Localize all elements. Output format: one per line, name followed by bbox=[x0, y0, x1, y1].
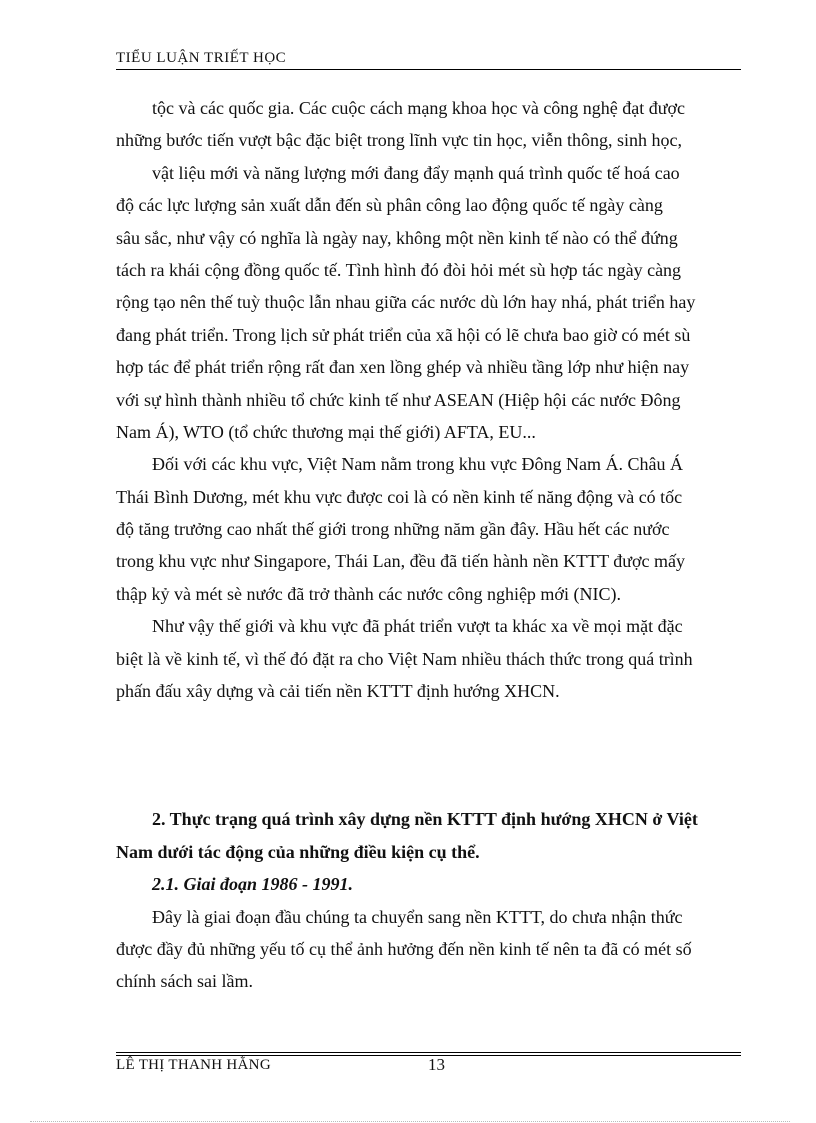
text-line: được đầy đủ những yếu tố cụ thể ảnh hưởng đến nền kinh tế nên ta đã có mét số bbox=[116, 938, 692, 959]
text-line: tộc và các quốc gia. Các cuộc cách mạng khoa học và công nghệ đạt được bbox=[152, 98, 686, 118]
page-body bbox=[116, 92, 741, 998]
text-line: hợp tác để phát triển rộng rất đan xen lồng ghép và nhiều tầng lớp như hiện nay bbox=[116, 357, 690, 378]
text-line: Đây là giai đoạn đầu chúng ta chuyển sang nền KTTT, do chưa nhận thức bbox=[152, 906, 683, 927]
text-line: sâu sắc, như vậy có nghĩa là ngày nay, không một nền kinh tế nào có thể đứng bbox=[116, 227, 678, 248]
text-line: với sự hình thành nhiều tổ chức kinh tế như ASEAN (Hiệp hội các nước Đông bbox=[116, 389, 681, 410]
text-line: đang phát triển. Trong lịch sử phát triển của xã hội có lẽ chưa bao giờ có mét sù bbox=[116, 324, 691, 345]
text-line: rộng tạo nên thế tuỳ thuộc lẫn nhau giữa các nước dù lớn hay nhá, phát triển hay bbox=[116, 292, 696, 313]
text-line: chính sách sai lầm. bbox=[116, 971, 253, 992]
text-line: những bước tiến vượt bậc đặc biệt trong lĩnh vực tin học, viễn thông, sinh học, bbox=[116, 130, 682, 151]
footer-author: LÊ THỊ THANH HẰNG bbox=[116, 1057, 271, 1073]
text-line: thập kỷ và mét sè nước đã trở thành các nước công nghiệp mới (NIC). bbox=[116, 583, 621, 604]
footer-rule bbox=[116, 1052, 741, 1053]
section-spacer bbox=[116, 707, 741, 803]
text-line: Thái Bình Dương, mét khu vực được coi là có nền kinh tế năng động và có tốc bbox=[116, 486, 683, 507]
text-line: Đối với các khu vực, Việt Nam nằm trong khu vực Đông Nam Á. Châu Á bbox=[152, 454, 684, 475]
text-line: phấn đấu xây dựng và cải tiến nền KTTT định hướng XHCN. bbox=[116, 681, 560, 702]
text-line: tách ra khái cộng đồng quốc tế. Tình hình đó đòi hỏi mét sù hợp tác ngày càng bbox=[116, 259, 682, 280]
page-edge-dots bbox=[30, 1121, 790, 1122]
header-rule bbox=[116, 69, 741, 70]
page-number: 13 bbox=[428, 1055, 445, 1074]
section-heading: Nam dưới tác động của những điều kiện cụ thể. bbox=[116, 841, 480, 862]
text-line: vật liệu mới và năng lượng mới đang đẩy mạnh quá trình quốc tế hoá cao bbox=[152, 162, 680, 183]
text-line: trong khu vực như Singapore, Thái Lan, đều đã tiến hành nền KTTT được mấy bbox=[116, 551, 685, 572]
running-header: TIỂU LUẬN TRIẾT HỌC bbox=[116, 50, 287, 66]
text-line: biệt là về kinh tế, vì thế đó đặt ra cho Việt Nam nhiều thách thức trong quá trình bbox=[116, 648, 693, 669]
text-line: độ các lực lượng sản xuất dẫn đến sù phân công lao động quốc tế ngày càng bbox=[116, 195, 663, 216]
text-line: Nam Á), WTO (tổ chức thương mại thế giới) AFTA, EU... bbox=[116, 421, 536, 442]
subsection-heading: 2.1. Giai đoạn 1986 - 1991. bbox=[152, 874, 354, 895]
text-line: Như vậy thế giới và khu vực đã phát triển vượt ta khác xa về mọi mặt đặc bbox=[152, 616, 683, 637]
text-line: độ tăng trưởng cao nhất thế giới trong những năm gần đây. Hầu hết các nước bbox=[116, 519, 670, 540]
section-heading: 2. Thực trạng quá trình xây dựng nền KTTT định hướng XHCN ở Việt bbox=[152, 809, 698, 830]
